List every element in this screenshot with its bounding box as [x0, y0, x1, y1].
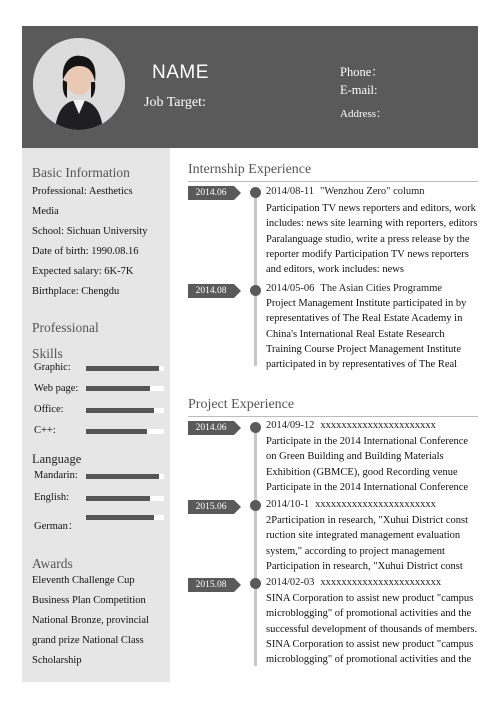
- entry-description: SINA Corporation to assist new product "campus microblogging" of promotional activities and the successful development of thousands of members. SINA Corporation to assist new product "campus microblogging" of promotional activities and the: [266, 593, 478, 666]
- basic-info-line: Media: [32, 206, 59, 217]
- timeline-date-tag: 2014.06: [188, 186, 234, 200]
- project-title: Project Experience: [188, 397, 295, 412]
- email-label: E-mail:: [340, 83, 378, 97]
- award-line: Business Plan Competition: [32, 595, 146, 606]
- skill-label: C++:: [34, 425, 56, 436]
- language-bar-fill: [86, 496, 150, 501]
- language-bar: [86, 515, 164, 520]
- skill-bar: [86, 366, 164, 371]
- awards-title: Awards: [32, 556, 73, 571]
- timeline-dot: [250, 187, 261, 198]
- entry-date: 2014/10-1: [266, 499, 310, 510]
- skill-label: Graphic:: [34, 362, 71, 373]
- header-band: [22, 26, 478, 148]
- entry-date: 2014/05-06: [266, 283, 315, 294]
- internship-title: Internship Experience: [188, 162, 312, 177]
- entry-description: Project Management Institute participated in by representatives of The Real Estate Academy in China's International Real Estate Research Training Course Project Management Institute participated in by representatives of The Real: [266, 298, 467, 371]
- entry-description: Participation TV news reporters and editors, work includes: news site learning with reporters, editors Paralanguage studio, write a press release by the reporter modify Participation TV news reporters and editors, work includes: news: [266, 203, 478, 276]
- basic-info-line: School: Sichuan University: [32, 226, 148, 237]
- timeline-date-tag: 2015.08: [188, 578, 234, 592]
- entry-date: 2014/02-03: [266, 577, 315, 588]
- basic-info-title: Basic Information: [32, 165, 130, 180]
- skill-bar-fill: [86, 366, 159, 371]
- basic-info-line: Professional: Aesthetics: [32, 186, 133, 197]
- skill-bar: [86, 386, 164, 391]
- skill-bar-fill: [86, 429, 147, 434]
- skill-bar: [86, 429, 164, 434]
- entry-title: xxxxxxxxxxxxxxxxxxxxxxx: [320, 577, 442, 588]
- section-divider: [188, 181, 478, 182]
- skill-label: Office:: [34, 404, 64, 415]
- language-bar: [86, 474, 164, 479]
- skill-label: Web page:: [34, 383, 79, 394]
- award-line: Scholarship: [32, 655, 82, 666]
- timeline-dot: [250, 578, 261, 589]
- section-divider: [188, 416, 478, 417]
- basic-info-line: Birthplace: Chengdu: [32, 286, 120, 297]
- language-bar: [86, 496, 164, 501]
- entry-header: [266, 577, 441, 588]
- entry-description: 2Participation in research, "Xuhui District const ruction site integrated management evaluation system," according to project management Participation in research, "Xuhui District const: [266, 515, 468, 572]
- entry-title: "Wenzhou Zero" column: [320, 186, 425, 197]
- skills-title: Skills: [32, 346, 63, 361]
- language-bar-fill: [86, 515, 154, 520]
- left-sidebar: [22, 148, 170, 682]
- language-label: English:: [34, 492, 70, 503]
- phone-label: Phone：: [340, 65, 384, 79]
- skill-bar: [86, 408, 164, 413]
- timeline-dot: [250, 422, 261, 433]
- language-label: German：: [34, 521, 79, 532]
- entry-date: 2014/09-12: [266, 420, 315, 431]
- skill-bar-fill: [86, 386, 150, 391]
- language-bar-fill: [86, 474, 159, 479]
- entry-title: xxxxxxxxxxxxxxxxxxxxxx: [320, 420, 436, 431]
- award-line: National Bronze, provincial: [32, 615, 149, 626]
- language-title: Language: [32, 452, 82, 466]
- language-label: Mandarin:: [34, 470, 78, 481]
- timeline-date-tag: 2015.06: [188, 500, 234, 514]
- entry-header: [266, 420, 436, 431]
- profile-photo: [33, 38, 125, 130]
- job-target-label: Job Target:: [144, 95, 206, 110]
- candidate-name: NAME: [152, 62, 209, 83]
- timeline-dot: [250, 500, 261, 511]
- award-line: Eleventh Challenge Cup: [32, 575, 135, 586]
- resume-page: [22, 26, 478, 682]
- timeline-line: [254, 426, 257, 666]
- skill-bar-fill: [86, 408, 154, 413]
- entry-header: [266, 186, 425, 197]
- timeline-date-tag: 2014.06: [188, 421, 234, 435]
- entry-title: The Asian Cities Programme: [320, 283, 443, 294]
- basic-info-line: Date of birth: 1990.08.16: [32, 246, 139, 257]
- entry-header: [266, 283, 442, 294]
- entry-date: 2014/08-11: [266, 186, 315, 197]
- entry-header: [266, 499, 436, 510]
- basic-info-line: Expected salary: 6K-7K: [32, 266, 134, 277]
- person-silhouette-icon: [33, 38, 125, 130]
- timeline-dot: [250, 285, 261, 296]
- timeline-line: [254, 192, 257, 366]
- award-line: grand prize National Class: [32, 635, 144, 646]
- professional-title: Professional: [32, 320, 99, 335]
- address-label: Address：: [340, 108, 388, 120]
- entry-title: xxxxxxxxxxxxxxxxxxxxxxx: [315, 499, 436, 510]
- timeline-date-tag: 2014.08: [188, 284, 234, 298]
- entry-description: Participate in the 2014 International Conference on Green Building and Building Materials Exhibition (GBMCE), good Recording venue Participate in the 2014 International Conference: [266, 436, 469, 493]
